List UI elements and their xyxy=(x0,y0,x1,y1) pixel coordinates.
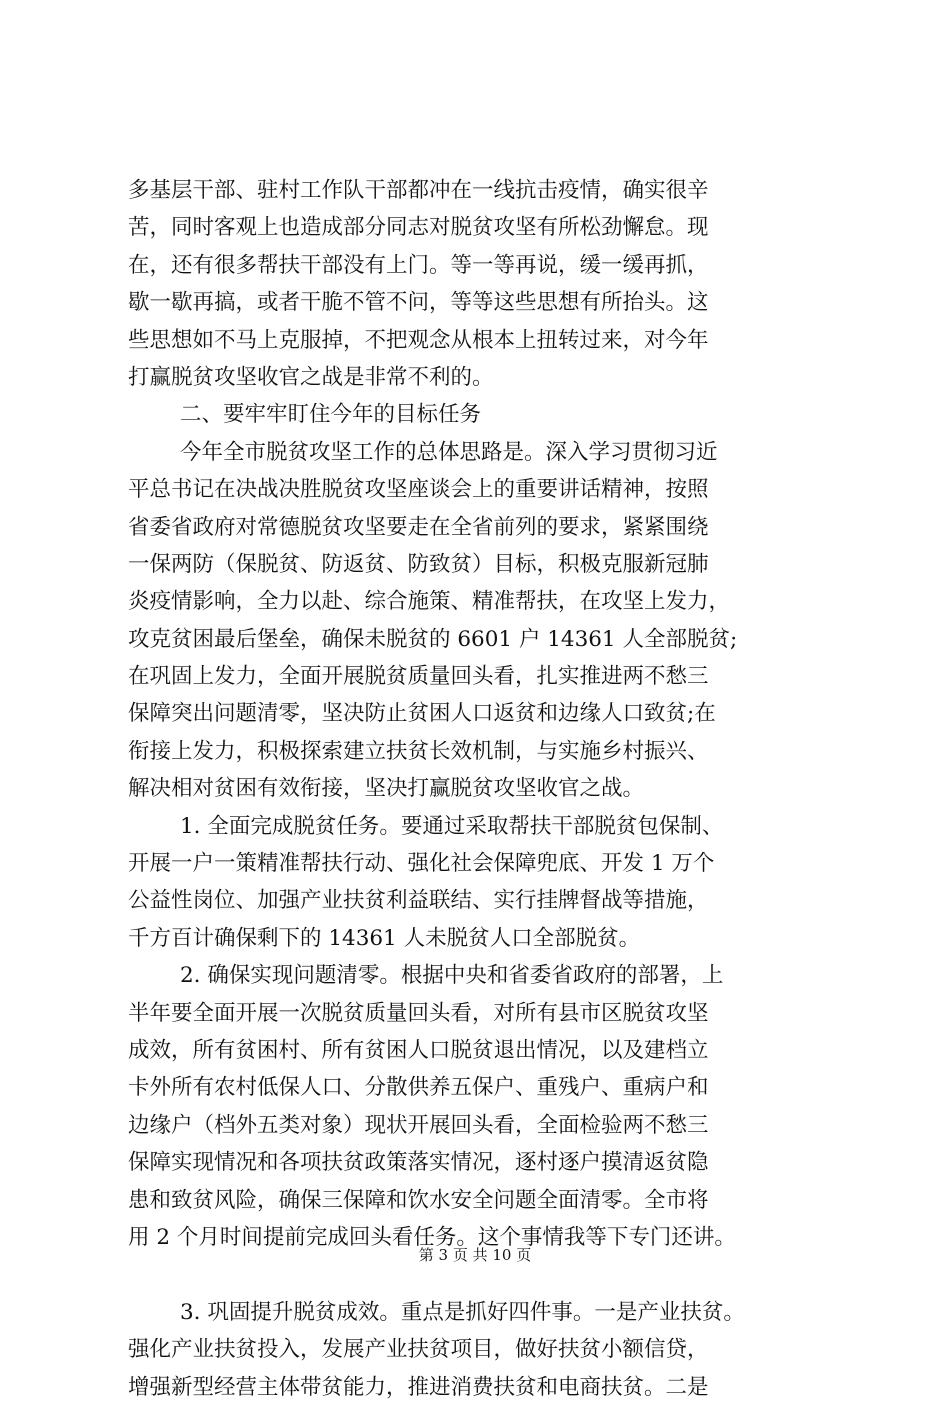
text-line: 千方百计确保剩下的 14361 人未脱贫人口全部脱贫。 xyxy=(128,925,641,951)
text-line: 解决相对贫困有效衔接，坚决打赢脱贫攻坚收官之战。 xyxy=(128,776,645,802)
text-line: 患和致贫风险，确保三保障和饮水安全问题全面清零。全市将 xyxy=(128,1187,709,1213)
text-line: 开展一户一策精准帮扶行动、强化社会保障兜底、开发 1 万个 xyxy=(128,851,715,877)
text-line: 苦，同时客观上也造成部分同志对脱贫攻坚有所松劲懈怠。现 xyxy=(128,215,709,241)
text-line: 边缘户（档外五类对象）现状开展回头看，全面检验两不愁三 xyxy=(128,1112,709,1138)
text-line: 3. 巩固提升脱贫成效。重点是抓好四件事。一是产业扶贫。 xyxy=(180,1299,745,1325)
text-line: 些思想如不马上克服掉，不把观念从根本上扭转过来，对今年 xyxy=(128,327,709,353)
text-line: 多基层干部、驻村工作队干部都冲在一线抗击疫情，确实很辛 xyxy=(128,178,709,203)
text-line: 增强新型经营主体带贫能力，推进消费扶贫和电商扶贫。二是 xyxy=(128,1374,709,1400)
text-line: 2. 确保实现问题清零。根据中央和省委省政府的部署，上 xyxy=(180,963,724,989)
text-line: 卡外所有农村低保人口、分散供养五保户、重残户、重病户和 xyxy=(128,1075,709,1101)
text-line: 保障实现情况和各项扶贫政策落实情况，逐村逐户摸清返贫隐 xyxy=(128,1150,709,1176)
text-line: 1. 全面完成脱贫任务。要通过采取帮扶干部脱贫包保制、 xyxy=(180,813,724,839)
page-footer: 第 3 页 共 10 页 xyxy=(418,1246,532,1264)
text-line: 在巩固上发力，全面开展脱贫质量回头看，扎实推进两不愁三 xyxy=(128,664,709,690)
text-line: 强化产业扶贫投入，发展产业扶贫项目，做好扶贫小额信贷， xyxy=(128,1337,709,1363)
text-line: 平总书记在决战决胜脱贫攻坚座谈会上的重要讲话精神，按照 xyxy=(128,477,709,503)
text-line: 保障突出问题清零，坚决防止贫困人口返贫和边缘人口致贫;在 xyxy=(128,701,716,727)
text-line: 今年全市脱贫攻坚工作的总体思路是。深入学习贯彻习近 xyxy=(180,439,718,465)
text-line: 歇一歇再搞，或者干脆不管不问，等等这些思想有所抬头。这 xyxy=(128,290,709,316)
text-line: 炎疫情影响，全力以赴、综合施策、精准帮扶，在攻坚上发力， xyxy=(128,589,731,615)
text-line: 成效，所有贫困村、所有贫困人口脱贫退出情况，以及建档立 xyxy=(128,1037,709,1063)
text-line: 打赢脱贫攻坚收官之战是非常不利的。 xyxy=(128,364,494,390)
text-line: 公益性岗位、加强产业扶贫利益联结、实行挂牌督战等措施， xyxy=(128,888,709,914)
text-line: 用 2 个月时间提前完成回头看任务。这个事情我等下专门还讲。 xyxy=(128,1224,736,1250)
text-line: 省委省政府对常德脱贫攻坚要走在全省前列的要求，紧紧围绕 xyxy=(128,514,709,540)
text-line: 一保两防（保脱贫、防返贫、防致贫）目标，积极克服新冠肺 xyxy=(128,551,709,577)
text-line: 二、要牢牢盯住今年的目标任务 xyxy=(180,402,482,428)
text-line: 半年要全面开展一次脱贫质量回头看，对所有县市区脱贫攻坚 xyxy=(128,1000,709,1026)
text-line: 衔接上发力，积极探索建立扶贫长效机制，与实施乡村振兴、 xyxy=(128,738,709,764)
document-body xyxy=(128,172,822,1406)
text-line: 在，还有很多帮扶干部没有上门。等一等再说，缓一缓再抓， xyxy=(128,252,709,278)
text-line: 攻克贫困最后堡垒，确保未脱贫的 6601 户 14361 人全部脱贫; xyxy=(128,626,738,652)
